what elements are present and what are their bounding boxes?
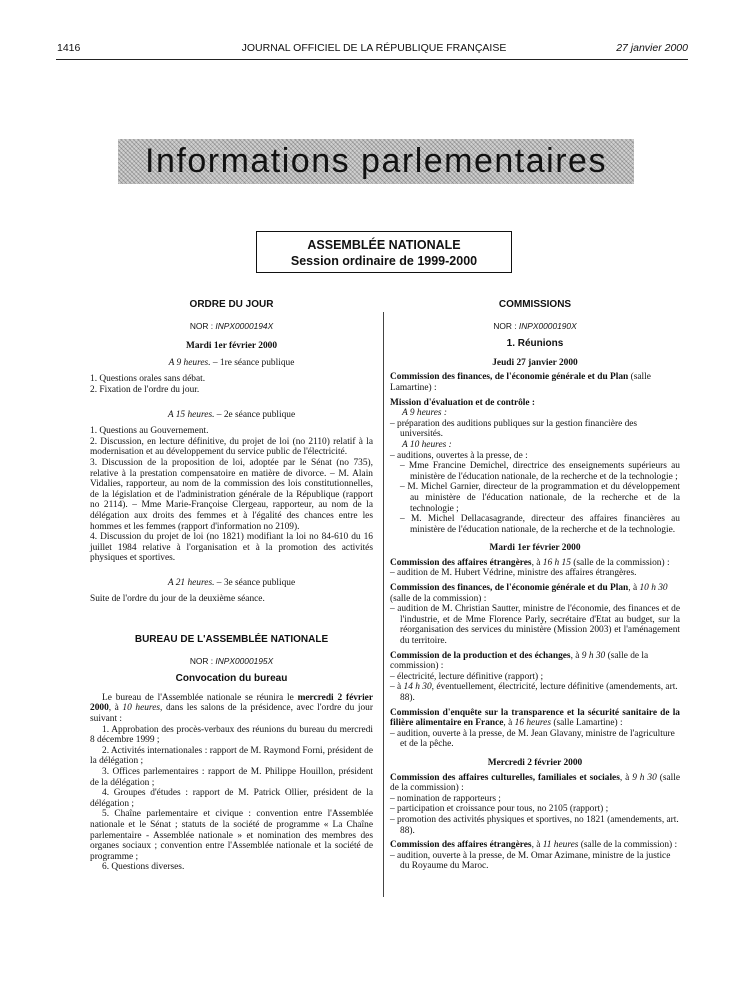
agenda-item: – nomination de rapporteurs ; — [390, 793, 501, 804]
agenda-item: – à 14 h 30, éventuellement, électricité, lecture définitive (amendements, art. 88). — [390, 682, 678, 703]
seance-2-item: 3. Discussion de la proposition de loi, adoptée par le Sénat (no 735), relative à la prestation compensatoire en matière de divorce. – M. Alain Vidalies, rapporteur, au nom de la commission des lois constitutionnelles, de la législation et de l'administration générale de la République (rapport no 2114). – Mme Marie-Françoise Clergeau, rapporteur, au nom de la délégation aux droits des femmes et à l'égalité des chances entre les hommes et les femmes (rapport d'information no 2109). — [90, 457, 373, 532]
bureau-subtitle: Convocation du bureau — [175, 673, 288, 685]
bureau-item: 2. Activités internationales : rapport de M. Raymond Forni, président de la délégation ; — [90, 745, 373, 767]
bureau-item: 1. Approbation des procès-verbaux des réunions du bureau du mercredi 8 décembre 1999 ; — [90, 724, 373, 746]
seance-3-heading: A 21 heures. – 3e séance publique — [167, 577, 296, 588]
commission-entry: Commission de la production et des échanges, à 9 h 30 (salle de la commission) : — [390, 650, 649, 672]
agenda-item: – auditions, ouvertes à la presse, de : — [390, 450, 528, 461]
commission-entry: Commission d'enquête sur la transparence et la sécurité sanitaire de la filière alimentaire en France, à 16 heures (salle Lamartine) : — [390, 707, 680, 729]
commission-entry: Commission des affaires étrangères, à 11 heures (salle de la commission) : — [390, 840, 678, 851]
day-heading: Mercredi 2 février 2000 — [487, 757, 583, 768]
page-header — [0, 43, 748, 57]
seance-2-item: 2. Discussion, en lecture définitive, du projet de loi (no 2110) relatif à la modernisation et au développement du service public de l'électricité. — [90, 436, 373, 458]
page-number: 1416 — [57, 42, 81, 54]
agenda-subitem: – Mme Francine Demichel, directrice des enseignements supérieurs au ministère de l'éducation nationale, de la recherche et de la technologie ; — [400, 461, 680, 482]
bureau-item: 3. Offices parlementaires : rapport de M. Philippe Houillon, président de la délégation ; — [90, 767, 373, 788]
ordre-title: ORDRE DU JOUR — [189, 299, 274, 310]
session-name: Session ordinaire de 1999-2000 — [290, 254, 478, 268]
commission-entry: Commission des finances, de l'économie générale et du Plan, à 10 h 30 (salle de la commission) : — [390, 583, 668, 604]
issue-date: 27 janvier 2000 — [616, 42, 688, 54]
column-divider — [383, 312, 384, 897]
agenda-subitem: – M. Michel Dellacasagrande, directeur des affaires financières au ministère de l'éducation nationale, de la recherche et de la technologie. — [400, 514, 680, 535]
agenda-item: – électricité, lecture définitive (rapport) ; — [390, 671, 544, 682]
assembly-box — [256, 231, 512, 273]
mission-heading: Mission d'évaluation et de contrôle : — [390, 397, 536, 408]
time-label: A 9 heures : — [402, 408, 448, 419]
bureau-nor: NOR : INPX0000195X — [189, 655, 274, 666]
seance-2-item: 1. Questions au Gouvernement. — [90, 426, 209, 437]
commission-entry: Commission des affaires culturelles, familiales et sociales, à 9 h 30 (salle de la commission) : — [390, 772, 680, 794]
agenda-item: – préparation des auditions publiques sur la gestion financière des universités. — [390, 418, 638, 440]
day-heading: Jeudi 27 janvier 2000 — [492, 357, 578, 368]
bureau-item: 6. Questions diverses. — [102, 862, 185, 873]
seance-3-text: Suite de l'ordre du jour de la deuxième séance. — [90, 594, 265, 605]
agenda-item: – promotion des activités physiques et sportives, no 1821 (amendements, art. 88). — [390, 814, 679, 836]
seance-1-item: 1. Questions orales sans débat. — [90, 374, 206, 385]
bureau-intro: Le bureau de l'Assemblée nationale se réunira le mercredi 2 février 2000, à 10 heures, dans les salons de la présidence, avec l'ordre du jour suivant : — [90, 692, 374, 725]
section-banner — [118, 139, 634, 184]
agenda-item: – audition de M. Hubert Védrine, ministre des affaires étrangères. — [390, 568, 637, 579]
commissions-nor: NOR : INPX0000190X — [493, 320, 577, 331]
seance-1-heading: A 9 heures. – 1re séance publique — [168, 357, 295, 368]
ordre-day: Mardi 1er février 2000 — [185, 341, 278, 352]
commission-entry: Commission des affaires étrangères, à 16 h 15 (salle de la commission) : — [390, 557, 670, 568]
right-column — [390, 300, 680, 872]
banner-title: Informations parlementaires — [145, 142, 607, 180]
commission-entry: Commission des finances, de l'économie générale et du Plan (salle Lamartine) : — [390, 372, 651, 393]
reunions-subtitle: 1. Réunions — [506, 338, 564, 350]
agenda-subitem: – M. Michel Garnier, directeur de la programmation et du développement au ministère de l'éducation nationale, de la recherche et de la technologie ; — [400, 482, 680, 514]
seance-2-item: 4. Discussion du projet de loi (no 1821) modifiant la loi no 84-610 du 16 juillet 1984 relative à l'organisation et à la promotion des activités physiques et sportives. — [90, 532, 373, 564]
seance-2-heading: A 15 heures. – 2e séance publique — [167, 409, 296, 420]
journal-title: JOURNAL OFFICIEL DE LA RÉPUBLIQUE FRANÇAISE — [241, 42, 507, 54]
agenda-item: – audition, ouverte à la presse, de M. Omar Azimane, ministre de la justice du Royaume du Maroc. — [390, 850, 671, 872]
agenda-item: – audition de M. Christian Sautter, ministre de l'économie, des finances et de l'industrie, et de Mme Florence Parly, secrétaire d'Etat au budget, sur la réorganisation des services du ministère (Mission 2003) et l'aménagement du territoire. — [390, 604, 680, 647]
agenda-item: – participation et croissance pour tous, no 2105 (rapport) ; — [390, 804, 609, 815]
ordre-nor: NOR : INPX0000194X — [189, 320, 274, 331]
time-label: A 10 heures : — [402, 439, 452, 450]
bureau-item: 4. Groupes d'études : rapport de M. Patrick Ollier, président de la délégation ; — [90, 788, 373, 809]
seance-1-item: 2. Fixation de l'ordre du jour. — [90, 384, 200, 395]
bureau-item: 5. Chaîne parlementaire et civique : convention entre l'Assemblée nationale et le Sénat ; statuts de la société de programme « La Chaîne parlementaire - Assemblée nationale » et nomination des membres des organes sociaux ; convention entre l'Assemblée nationale et la société de programme ; — [90, 809, 373, 862]
assembly-name: ASSEMBLÉE NATIONALE — [307, 238, 461, 252]
day-heading: Mardi 1er février 2000 — [489, 543, 581, 554]
commissions-title: COMMISSIONS — [498, 299, 572, 310]
left-column — [90, 300, 373, 873]
header-rule — [56, 59, 688, 60]
agenda-item: – audition, ouverte à la presse, de M. Jean Glavany, ministre de l'agriculture et de la pêche. — [390, 728, 675, 750]
bureau-title: BUREAU DE L'ASSEMBLÉE NATIONALE — [134, 634, 329, 646]
